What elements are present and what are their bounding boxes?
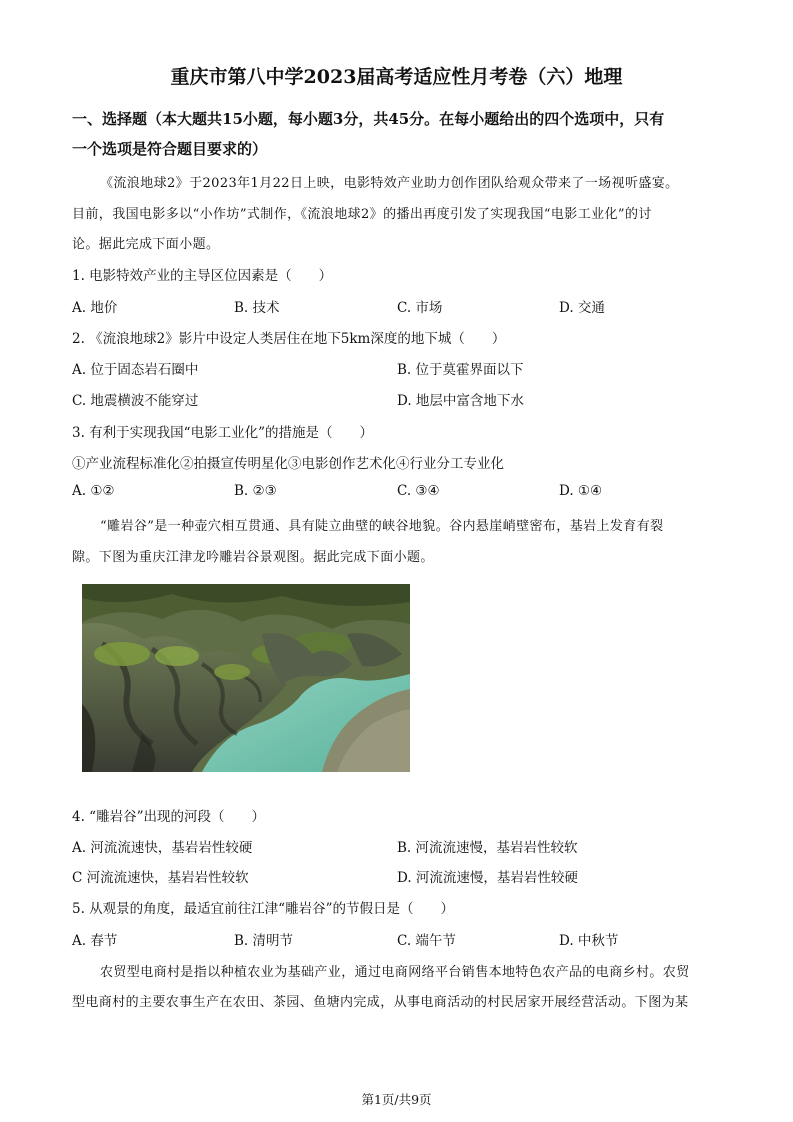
q5-option-a: A. 春节: [72, 933, 118, 949]
q3-option-c: C. ③④: [397, 483, 440, 499]
canyon-photo: [82, 584, 410, 772]
section-heading-line1: 一、选择题（本大题共15小题，每小题3分，共45分。在每小题给出的四个选项中，只有: [72, 110, 665, 128]
passage1-line1: 《流浪地球2》于2023年1月22日上映，电影特效产业助力创作团队给观众带来了一场视听盛宴。: [100, 176, 679, 191]
q1-option-d: D. 交通: [559, 300, 605, 316]
q1-option-b: B. 技术: [234, 300, 280, 316]
passage3-line1: 农贸型电商村是指以种植农业为基础产业，通过电商网络平台销售本地特色农产品的电商乡村。农贸: [100, 965, 690, 980]
q5-option-b: B. 清明节: [234, 933, 294, 949]
q2-option-d: D. 地层中富含地下水: [397, 393, 524, 409]
page-number: 第1页/共9页: [361, 1092, 432, 1107]
q2-option-c: C. 地震横波不能穿过: [72, 393, 199, 409]
q3-option-d: D. ①④: [559, 483, 603, 499]
page-title: 重庆市第八中学2023届高考适应性月考卷（六）地理: [170, 66, 623, 88]
q3-option-b: B. ②③: [234, 483, 277, 499]
q5-option-c: C. 端午节: [397, 933, 456, 949]
q4-option-c: C 河流流速快，基岩岩性较软: [72, 870, 249, 886]
q5-option-d: D. 中秋节: [559, 933, 619, 949]
passage2-line2: 隙。下图为重庆江津龙吟雕岩谷景观图。据此完成下面小题。: [72, 550, 434, 565]
question-3-stem: 3. 有利于实现我国“电影工业化”的措施是（ ）: [72, 425, 373, 441]
q4-option-a: A. 河流流速快，基岩岩性较硬: [72, 840, 253, 856]
q1-option-a: A. 地价: [72, 300, 118, 316]
question-2-stem: 2. 《流浪地球2》影片中设定人类居住在地下5km深度的地下城（ ）: [72, 331, 506, 347]
passage1-line3: 论。据此完成下面小题。: [72, 237, 220, 252]
question-1-stem: 1. 电影特效产业的主导区位因素是（ ）: [72, 268, 333, 284]
question-4-stem: 4. “雕岩谷”出现的河段（ ）: [72, 809, 265, 825]
passage3-line2: 型电商村的主要农事生产在农田、茶园、鱼塘内完成，从事电商活动的村民居家开展经营活动。下图为某: [72, 995, 689, 1010]
q4-option-b: B. 河流流速慢，基岩岩性较软: [397, 840, 578, 856]
q1-option-c: C. 市场: [397, 300, 443, 316]
passage2-line1: “雕岩谷”是一种壶穴相互贯通、具有陡立曲壁的峡谷地貌。谷内悬崖峭壁密布，基岩上发育有裂: [100, 519, 664, 534]
q3-statement-list: ①产业流程标准化②拍摄宣传明星化③电影创作艺术化④行业分工专业化: [72, 456, 504, 472]
question-5-stem: 5. 从观景的角度，最适宜前往江津“雕岩谷”的节假日是（ ）: [72, 901, 454, 917]
section-heading-line2: 一个选项是符合题目要求的）: [72, 140, 268, 158]
q2-option-a: A. 位于固态岩石圈中: [72, 362, 199, 378]
q2-option-b: B. 位于莫霍界面以下: [397, 362, 524, 378]
q4-option-d: D. 河流流速慢，基岩岩性较硬: [397, 870, 578, 886]
q3-option-a: A. ①②: [72, 483, 115, 499]
passage1-line2: 目前，我国电影多以“小作坊”式制作，《流浪地球2》的播出再度引发了实现我国“电影工业化”的讨: [72, 207, 652, 222]
